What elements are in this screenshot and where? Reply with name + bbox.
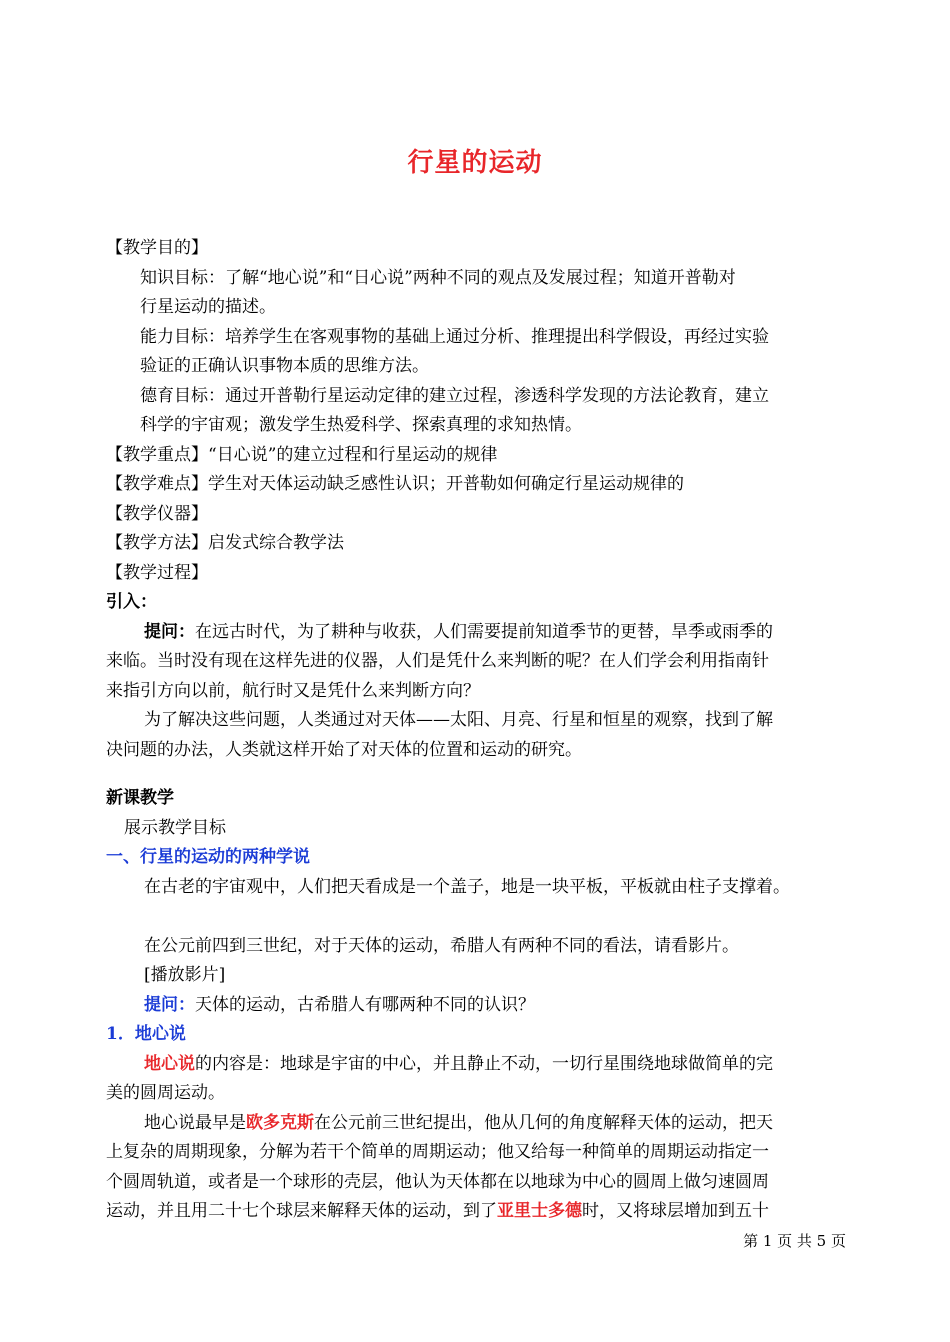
instruments [106,500,850,530]
intro-question-line3: 来指引方向以前，航行时又是凭什么来判断方向？ [106,680,480,701]
method-label: 【教学方法】 [106,533,208,553]
moral-objective-line2: 科学的宇宙观；激发学生热爱科学、探索真理的求知热情。 [140,415,582,435]
paragraph-ancient-cosmology: 在古老的宇宙观中，人们把天看成是一个盖子，地是一块平板，平板就由柱子支撑着。 [144,876,790,897]
key-points-label: 【教学重点】 [106,444,208,465]
difficulties [106,470,850,500]
paragraph-greek-views: 在公元前四到三世纪，对于天体的运动，希腊人有两种不同的看法，请看影片。 [144,935,739,956]
history-line3: 个圆周轨道，或者是一个球形的壳层，他认为天体都在以地球为中心的圆周上做匀速圆周 [106,1171,769,1192]
lesson-question-text: 天体的运动，古希腊人有哪两种不同的认识？ [195,994,535,1015]
history-last-b: 时，又将球层增加到五十 [582,1201,769,1221]
knowledge-objective-line2: 行星运动的描述。 [140,297,276,317]
show-goals: 展示教学目标 [124,817,226,838]
play-film: [播放影片] [144,965,226,985]
geocentric-term: 地心说 [144,1053,195,1074]
history-line2: 上复杂的周期现象，分解为若干个简单的周期运动；他又给每一种简单的周期运动指定一 [106,1142,769,1162]
lesson-question [106,991,850,1021]
history-start: 地心说最早是 [144,1112,246,1133]
geocentric-def-line2: 美的圆周运动。 [106,1083,225,1103]
difficulties-label: 【教学难点】 [106,474,208,494]
aristotle-name: 亚里士多德 [497,1201,582,1221]
process-label: 【教学过程】 [106,562,208,583]
history-line1 [106,1109,850,1139]
document-title: 行星的运动 [407,148,543,178]
difficulties-text: 学生对天体运动缺乏感性认识；开普勒如何确定行星运动规律的 [208,474,684,494]
eudoxus-name: 欧多克斯 [246,1112,314,1133]
teaching-process [106,559,850,589]
moral-objective-line1: 德育目标：通过开普勒行星运动定律的建立过程，渗透科学发现的方法论教育，建立 [140,385,769,406]
method-text: 启发式综合教学法 [208,533,344,553]
history-a: 在公元前三世纪提出，他从几何的角度解释天体的运动，把天 [314,1112,773,1133]
intro-answer-line2: 决问题的办法，人类就这样开始了对天体的位置和运动的研究。 [106,739,582,760]
intro-answer-line1: 为了解决这些问题，人类通过对天体——太阳、月亮、行星和恒星的观察，找到了解 [144,710,773,730]
lesson-question-label: 提问： [144,994,195,1015]
intro-question-line2: 来临。当时没有现在这样先进的仪器，人们是凭什么来判断的呢？在人们学会利用指南针 [106,651,769,671]
teaching-method [106,529,850,559]
history-last-a: 运动，并且用二十七个球层来解释天体的运动，到了 [106,1201,497,1221]
new-lesson-heading: 新课教学 [106,788,174,808]
ability-objective-line1: 能力目标：培养学生在客观事物的基础上通过分析、推理提出科学假设，再经过实验 [140,326,769,347]
key-points [106,441,850,471]
intro-question-text1: 在远古时代，为了耕种与收获，人们需要提前知道季节的更替，旱季或雨季的 [195,621,773,642]
knowledge-objective-line1: 知识目标：了解“地心说”和“日心说”两种不同的观点及发展过程；知道开普勒对 [140,267,736,288]
key-points-text: “日心说”的建立过程和行星运动的规律 [208,444,498,465]
objectives-heading: 【教学目的】 [106,238,208,258]
intro-label: 引入： [106,592,157,612]
instruments-label: 【教学仪器】 [106,503,208,524]
subsection-geocentric-title: 1．地心说 [106,1024,186,1044]
geocentric-def-text: 的内容是：地球是宇宙的中心，并且静止不动，一切行星围绕地球做简单的完 [195,1053,773,1074]
geocentric-def-line1 [106,1050,850,1080]
intro-question-label: 提问： [144,621,195,642]
history-line4 [106,1197,850,1227]
page-footer: 第 1 页 共 5 页 [743,1232,846,1250]
document-body [106,234,850,1227]
intro-question-line1 [106,618,850,648]
ability-objective-line2: 验证的正确认识事物本质的思维方法。 [140,356,429,376]
section1-title: 一、行星的运动的两种学说 [106,847,310,867]
